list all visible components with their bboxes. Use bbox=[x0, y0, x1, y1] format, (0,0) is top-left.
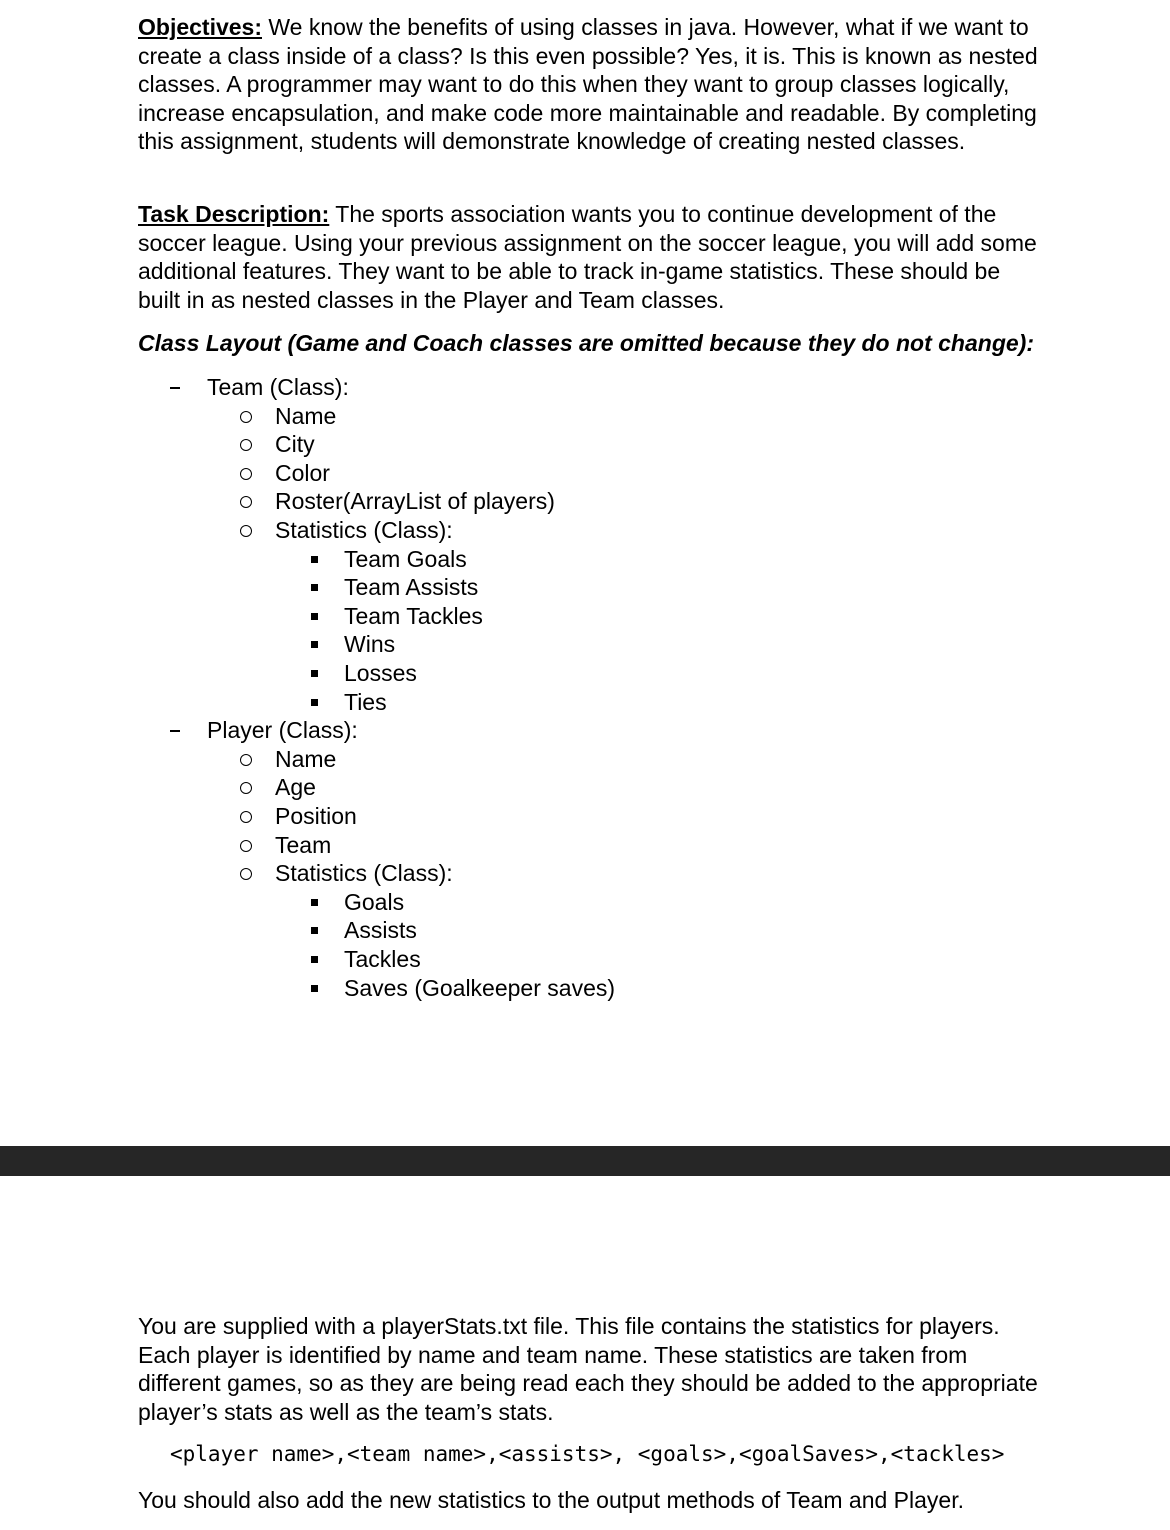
field-label: Position bbox=[275, 803, 357, 829]
field-label: Statistics (Class): bbox=[275, 517, 453, 543]
stat-label: Team Assists bbox=[344, 574, 479, 601]
stat-label: Tackles bbox=[344, 946, 421, 972]
stat-label: Assists bbox=[344, 917, 417, 944]
dash-bullet-icon bbox=[170, 387, 180, 389]
field-label: Age bbox=[275, 774, 316, 801]
objectives-text: We know the benefits of using classes in java. However, what if we want to create a class inside of a class? Is this even possible? Yes, it is. This is known as nested classes. A programmer may want to do this when they want to group classes logically, increase encapsulation, and make code more maintainable and readable. By completing this assignment, students will demonstrate knowledge of creating nested classes. bbox=[138, 14, 1038, 155]
circle-bullet-icon bbox=[240, 782, 252, 794]
task-description-label: Task Description: bbox=[138, 201, 330, 227]
class-heading: Player (Class): bbox=[207, 717, 358, 744]
circle-bullet-icon bbox=[240, 439, 252, 451]
square-bullet-icon bbox=[311, 556, 318, 563]
square-bullet-icon bbox=[311, 985, 318, 992]
circle-bullet-icon bbox=[240, 468, 252, 480]
field-label: Roster(ArrayList of players) bbox=[275, 488, 555, 515]
task-description-paragraph bbox=[138, 200, 1038, 314]
field-label: City bbox=[275, 431, 315, 458]
objectives-label: Objectives: bbox=[138, 14, 262, 40]
task-description-text: The sports association wants you to continue development of the soccer league. Using your previous assignment on the soccer league, you will add some additional features. They want to be able to track in-game statistics. These should be built in as nested classes in the Player and Team classes. bbox=[138, 201, 1037, 313]
circle-bullet-icon bbox=[240, 868, 252, 880]
page-divider bbox=[0, 1146, 1170, 1176]
square-bullet-icon bbox=[311, 956, 318, 963]
circle-bullet-icon bbox=[240, 840, 252, 852]
square-bullet-icon bbox=[311, 584, 318, 591]
field-label: Color bbox=[275, 459, 330, 486]
field-label: Statistics (Class): bbox=[275, 860, 453, 887]
square-bullet-icon bbox=[311, 927, 318, 934]
square-bullet-icon bbox=[311, 613, 318, 620]
stat-label: Saves (Goalkeeper saves) bbox=[344, 974, 616, 1001]
output-methods-note: You should also add the new statistics to the output methods of Team and Player. bbox=[138, 1487, 964, 1513]
supplied-file-paragraph: You are supplied with a playerStats.txt file. This file contains the statistics for players. Each player is identified by name and team name. These statistics are taken from different games, so as they are being read each they should be added to the appropriate player’s stats as well as the team’s stats. bbox=[138, 1313, 1038, 1425]
stat-label: Losses bbox=[344, 660, 417, 686]
circle-bullet-icon bbox=[240, 496, 252, 508]
stat-label: Goals bbox=[344, 888, 405, 915]
stat-label: Team Goals bbox=[344, 545, 467, 572]
field-label: Name bbox=[275, 402, 337, 429]
objectives-paragraph bbox=[138, 13, 1038, 156]
stat-label: Ties bbox=[344, 688, 387, 715]
square-bullet-icon bbox=[311, 899, 318, 906]
class-layout-title: Class Layout (Game and Coach classes are omitted because they do not change): bbox=[138, 330, 1034, 356]
stat-label: Team Tackles bbox=[344, 602, 483, 629]
class-heading: Team (Class): bbox=[207, 374, 349, 400]
circle-bullet-icon bbox=[240, 525, 252, 537]
dash-bullet-icon bbox=[170, 730, 180, 732]
square-bullet-icon bbox=[311, 699, 318, 706]
circle-bullet-icon bbox=[240, 411, 252, 423]
square-bullet-icon bbox=[311, 670, 318, 677]
field-label: Name bbox=[275, 745, 337, 772]
file-format-line: <player name>,<team name>,<assists>, <goals>,<goalSaves>,<tackles> bbox=[170, 1442, 1005, 1466]
stat-label: Wins bbox=[344, 631, 396, 658]
square-bullet-icon bbox=[311, 641, 318, 648]
field-label: Team bbox=[275, 831, 332, 858]
circle-bullet-icon bbox=[240, 811, 252, 823]
circle-bullet-icon bbox=[240, 754, 252, 766]
